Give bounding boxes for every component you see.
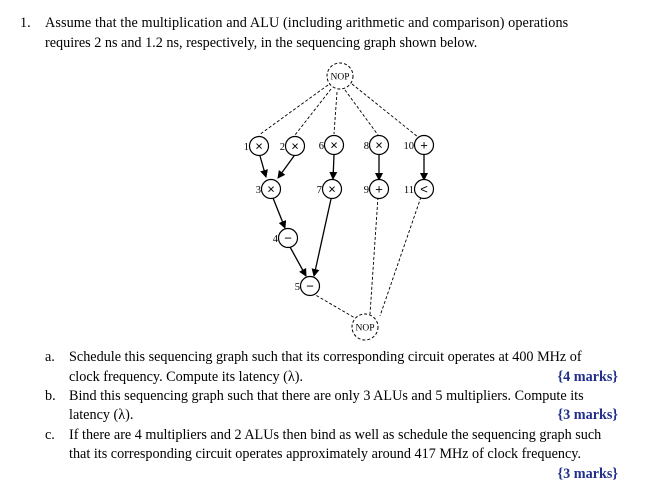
data-edges <box>260 154 424 276</box>
part-c-letter: c. <box>45 427 55 443</box>
node-9-label: 9 <box>363 185 369 196</box>
part-a-letter: a. <box>45 349 55 365</box>
node-3-op: × <box>267 181 275 197</box>
operation-nodes <box>250 136 434 296</box>
node-1-label: 1 <box>243 142 249 153</box>
part-b-letter: b. <box>45 388 56 404</box>
node-9-op: + <box>375 181 383 197</box>
part-b-marks: {3 marks} <box>557 407 618 423</box>
node-8-label: 8 <box>363 141 369 152</box>
source-edges <box>259 84 418 137</box>
part-c-marks: {3 marks} <box>557 466 618 482</box>
question-intro-line2: requires 2 ns and 1.2 ns, respectively, in the sequencing graph shown below. <box>45 35 478 51</box>
node-6-label: 6 <box>318 141 324 152</box>
node-7-label: 7 <box>316 185 322 196</box>
part-a-line1: Schedule this sequencing graph such that its corresponding circuit operates at 400 MHz of <box>69 349 582 365</box>
node-4-label: 4 <box>272 234 278 245</box>
node-2-op: × <box>291 138 299 154</box>
part-c-line1: If there are 4 multipliers and 2 ALUs then bind as well as schedule the sequencing graph such <box>69 427 602 443</box>
node-4-op: − <box>284 230 292 246</box>
node-8-op: × <box>375 137 383 153</box>
node-11-label: 11 <box>403 185 414 196</box>
sink-nop-node <box>352 314 378 340</box>
question-intro-line1: Assume that the multiplication and ALU (including arithmetic and comparison) operations <box>45 15 569 31</box>
part-a-line2: clock frequency. Compute its latency (λ). <box>69 369 304 385</box>
node-10-op: + <box>420 137 428 153</box>
part-b-line1: Bind this sequencing graph such that there are only 3 ALUs and 5 multipliers. Compute its <box>69 388 584 404</box>
part-a-marks: {4 marks} <box>557 369 618 385</box>
node-7-op: × <box>328 181 336 197</box>
node-3-label: 3 <box>255 185 261 196</box>
node-6-op: × <box>330 137 338 153</box>
source-nop-node <box>327 63 353 89</box>
node-1-op: × <box>255 138 263 154</box>
question-number: 1. <box>20 15 31 31</box>
node-2-label: 2 <box>279 142 285 153</box>
part-c-line2: that its corresponding circuit operates approximately around 417 MHz of clock frequency. <box>69 446 582 462</box>
node-10-label: 10 <box>403 141 414 152</box>
source-nop-label: NOP <box>330 72 350 83</box>
node-5-label: 5 <box>294 282 300 293</box>
node-11-op: < <box>420 181 428 197</box>
sink-nop-label: NOP <box>355 323 375 334</box>
part-b-line2: latency (λ). <box>69 407 134 423</box>
node-5-op: − <box>306 278 314 294</box>
sink-edges <box>312 197 421 318</box>
